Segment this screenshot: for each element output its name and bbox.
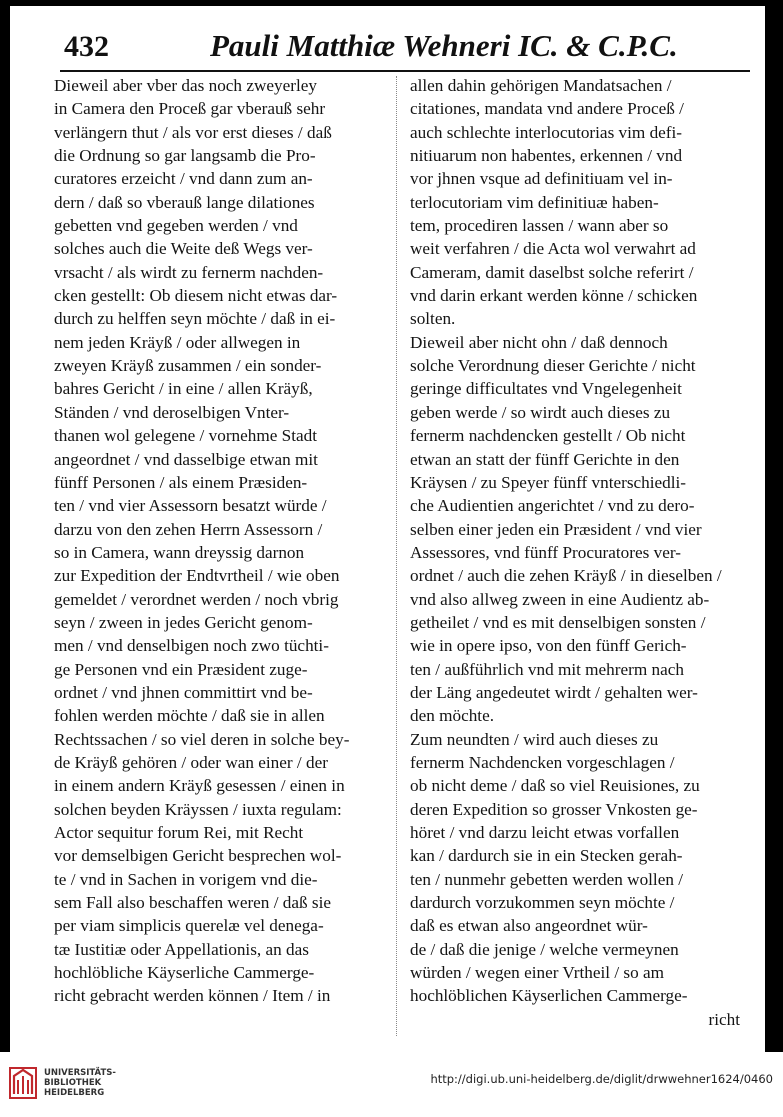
permalink-url[interactable]: http://digi.ub.uni-heidelberg.de/diglit/drwwehner1624/0460 [430,1072,773,1086]
text-line: richt [708,1009,740,1029]
text-line: per viam simplicis querelæ vel denega- [54,916,324,936]
text-line: terlocutoriam vim definitiuæ haben- [410,192,659,212]
text-line: te / vnd in Sachen in vorigem vnd die- [54,869,318,889]
university-logo-icon[interactable] [8,1064,38,1100]
text-line: ordnet / vnd jhnen committirt vnd be- [54,682,313,702]
left-text-column [54,74,384,1008]
text-line: wie in opere ipso, von den fünff Gerich- [410,636,687,656]
text-line: geringe difficultates vnd Vngelegenheit [410,379,682,399]
text-line: auch schlechte interlocutorias vim defi- [410,122,683,142]
text-line: hochlöblichen Käyserlichen Cammerge- [410,986,688,1006]
text-line: Cameram, damit daselbst solche referirt / [410,262,694,282]
text-line: thanen wol gelegene / vornehme Stadt [54,426,317,446]
right-text-column [410,74,740,1031]
text-line: kan / dardurch sie in ein Stecken gerah- [410,846,683,866]
text-line: angeordnet / vnd dasselbige etwan mit [54,449,318,469]
text-line: höret / vnd darzu leicht etwas vorfallen [410,823,680,842]
text-line: tem, procediren lassen / wann aber so [410,216,669,236]
text-line: Dieweil aber nicht ohn / daß dennoch [410,332,668,352]
text-line: vrsacht / als wirdt zu fernerm nachden- [54,262,324,282]
logo-line-2: BIBLIOTHEK [44,1078,102,1088]
text-line: dardurch vorzukommen seyn möchte / [410,893,675,913]
text-line: ten / außführlich vnd mit mehrerm nach [410,659,684,679]
text-line: Zum neundten / wird auch dieses zu [410,729,659,749]
text-line: darzu von den zehen Herrn Assessorn / [54,519,323,539]
logo-line-3: HEIDELBERG [44,1088,105,1098]
text-line: Kräysen / zu Speyer fünff vnterschiedli- [410,472,687,492]
text-line: gebetten vnd gegeben werden / vnd [54,216,298,236]
text-line: etwan an statt der fünff Gerichte in den [410,449,680,469]
viewer-footer [0,1052,783,1117]
text-line: solches auch die Weite deß Wegs ver- [54,239,313,259]
text-line: weit verfahren / die Acta wol verwahrt ad [410,239,696,259]
text-line: fernerm nachdencken gestellt / Ob nicht [410,426,686,446]
text-line: solten. [410,309,456,329]
document-page [10,6,765,1052]
text-line: gemeldet / verordnet werden / noch vbrig [54,589,339,609]
text-line: allen dahin gehörigen Mandatsachen / [410,76,672,95]
text-line: vnd also allweg zween in eine Audientz ab- [410,589,710,609]
text-line: Rechtssachen / so viel deren in solche bey- [54,729,350,749]
text-line: de Kräyß gehören / oder wan einer / der [54,752,328,772]
text-line: fünff Personen / als einem Præsiden- [54,472,308,492]
text-line: nitiuarum non habentes, erkennen / vnd [410,146,683,166]
text-line: getheilet / vnd es mit denselbigen sonsten / [410,612,706,632]
text-line: che Audientien angerichtet / vnd zu dero- [410,496,695,516]
text-line: der Läng angedeutet wirdt / gehalten wer- [410,682,698,702]
text-line: seyn / zween in jedes Gericht genom- [54,612,313,632]
text-line: so in Camera, wann dreyssig darnon [54,542,305,562]
text-line: die Ordnung so gar langsamb die Pro- [54,146,316,166]
text-line: citationes, mandata vnd andere Proceß / [410,99,684,119]
text-line: sem Fall also beschaffen weren / daß sie [54,893,331,913]
text-line: durch zu helffen seyn möchte / daß in ei- [54,309,336,329]
text-line: Dieweil aber vber das noch zweyerley [54,76,317,95]
logo-line-1: UNIVERSITÄTS- [44,1068,116,1078]
text-line: fohlen werden möchte / daß sie in allen [54,706,325,726]
text-line: ten / nunmehr gebetten werden wollen / [410,869,684,889]
text-line: ten / vnd vier Assessorn besatzt würde / [54,496,327,516]
text-line: in Camera den Proceß gar vberauß sehr [54,99,326,119]
text-line: selben einer jeden ein Præsident / vnd vier [410,519,702,539]
text-line: zur Expedition der Endtvrtheil / wie oben [54,566,340,586]
text-line: cken gestellt: Ob diesem nicht etwas dar- [54,286,338,306]
text-line: in einem andern Kräyß gesessen / einen in [54,776,345,796]
text-line: Actor sequitur forum Rei, mit Recht [54,823,304,842]
text-line: hochlöbliche Käyserliche Cammerge- [54,963,315,983]
text-line: vor demselbigen Gericht besprechen wol- [54,846,342,866]
text-line: solchen beyden Kräyssen / iuxta regulam: [54,799,342,819]
text-line: men / vnd denselbigen noch zwo tüchti- [54,636,329,656]
text-line: deren Expedition so grosser Vnkosten ge- [410,799,698,819]
text-line: fernerm Nachdencken vorgeschlagen / [410,752,675,772]
text-line: nem jeden Kräyß / oder allwegen in [54,332,301,352]
text-line: verlängern thut / als vor erst dieses / daß [54,122,332,142]
text-line: den möchte. [410,706,494,726]
column-divider [396,76,397,1036]
text-line: solche Verordnung dieser Gerichte / nicht [410,356,696,376]
running-head: Pauli Matthiæ Wehneri IC. & C.P.C. [210,28,678,63]
text-line: de / daß die jenige / welche vermeynen [410,939,679,959]
text-line: Ständen / vnd deroselbigen Vnter- [54,402,290,422]
text-line: vnd darin erkant werden könne / schicken [410,286,698,306]
page-number: 432 [64,30,109,63]
page-header [60,26,750,72]
text-line: curatores erzeicht / vnd dann zum an- [54,169,313,189]
text-line: bahres Gericht / in eine / allen Kräyß, [54,379,313,399]
text-line: ordnet / auch die zehen Kräyß / in dieselben / [410,566,722,586]
text-line: vor jhnen vsque ad definitiuam vel in- [410,169,673,189]
text-line: zweyen Kräyß zusammen / ein sonder- [54,356,322,376]
text-line: geben werde / so wirdt auch dieses zu [410,402,671,422]
text-line: ge Personen vnd ein Præsident zuge- [54,659,308,679]
text-line: tæ Iustitiæ oder Appellationis, an das [54,939,309,959]
text-line: dern / daß so vberauß lange dilationes [54,192,315,212]
text-line: ob nicht deme / daß so viel Reuisiones, zu [410,776,700,796]
text-line: würden / wegen einer Vrtheil / so am [410,963,665,983]
text-line: daß es etwan also angeordnet wür- [410,916,648,936]
university-logo-text[interactable] [44,1068,116,1098]
text-line: richt gebracht werden können / Item / in [54,986,331,1006]
text-line: Assessores, vnd fünff Procuratores ver- [410,542,681,562]
